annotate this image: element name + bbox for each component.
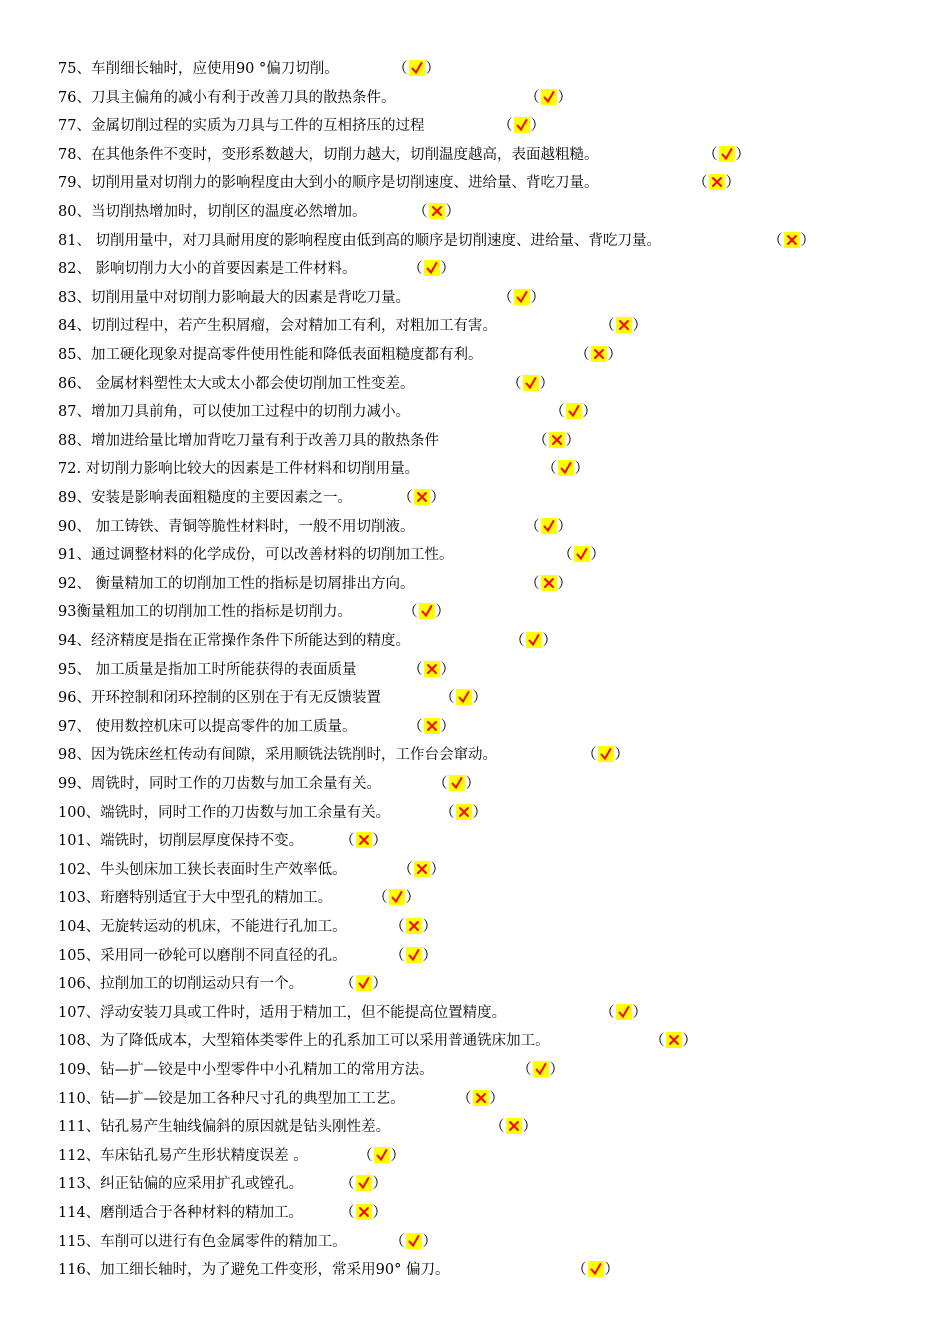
- question-item: [58, 945, 347, 967]
- question-text: 82、 影响切削力大小的首要因素是工件材料。: [58, 261, 357, 278]
- close-paren: ）: [425, 61, 440, 77]
- question-item: [58, 516, 415, 538]
- open-paren: （: [703, 146, 718, 163]
- question-text: 110、钻—扩—铰是加工各种尺寸孔的典型加工工艺。: [58, 1090, 405, 1107]
- answer-box: [457, 1088, 504, 1110]
- question-item: [58, 630, 410, 652]
- answer-box: [398, 487, 445, 509]
- question-text: 92、 衡量精加工的切削加工性的指标是切屑排出方向。: [58, 575, 415, 592]
- open-paren: （: [490, 1119, 505, 1136]
- close-paren: ）: [422, 1233, 437, 1250]
- close-paren: ）: [565, 432, 580, 449]
- close-paren: ）: [549, 1062, 564, 1078]
- answer-box: [393, 58, 440, 80]
- close-paren: ）: [405, 890, 420, 907]
- question-text: 112、车床钻孔易产生形状精度误差 。: [58, 1147, 308, 1164]
- question-item: [58, 859, 347, 881]
- answer-box: [390, 916, 437, 938]
- cross-mark-icon: [429, 203, 445, 219]
- question-text: 101、端铣时，切削层厚度保持不变。: [58, 833, 304, 850]
- answer-box: [533, 430, 580, 452]
- open-paren: （: [572, 1262, 587, 1279]
- open-paren: （: [525, 575, 540, 592]
- answer-box: [558, 544, 605, 566]
- cross-mark-icon: [356, 832, 372, 848]
- answer-box: [408, 659, 455, 681]
- cross-mark-icon: [414, 861, 430, 877]
- question-item: [58, 887, 332, 909]
- question-text: 83、切削用量中对切削力影响最大的因素是背吃刀量。: [58, 289, 410, 306]
- question-item: [58, 201, 366, 223]
- check-mark-icon: [356, 1175, 372, 1191]
- answer-box: [582, 744, 629, 766]
- cross-mark-icon: [784, 232, 800, 248]
- check-mark-icon: [558, 460, 574, 476]
- answer-box: [600, 1002, 647, 1024]
- open-paren: （: [457, 1090, 472, 1107]
- question-text: 100、端铣时，同时工作的刀齿数与加工余量有关。: [58, 804, 391, 821]
- check-mark-icon: [419, 603, 435, 619]
- question-text: 81、 切削用量中，对刀具耐用度的影响程度由低到高的顺序是切削速度、进给量、背吃刀量。: [58, 232, 662, 249]
- question-text: 113、纠正钻偏的应采用扩孔或镗孔。: [58, 1176, 304, 1193]
- question-text: 97、 使用数控机床可以提高零件的加工质量。: [58, 718, 357, 735]
- question-item: [58, 58, 339, 80]
- check-mark-icon: [406, 1233, 422, 1249]
- close-paren: ）: [530, 289, 545, 306]
- question-text: 93衡量粗加工的切削加工性的指标是切削力。: [58, 604, 352, 621]
- question-item: [58, 373, 415, 395]
- open-paren: （: [398, 490, 413, 506]
- answer-box: [510, 630, 557, 652]
- question-item: [58, 344, 482, 366]
- question-text: 78、在其他条件不变时，变形系数越大，切削力越大，切削温度越高，表面越粗糙。: [58, 146, 599, 163]
- question-item: [58, 802, 390, 824]
- question-item: [58, 1173, 303, 1195]
- question-text: 99、周铣时，同时工作的刀齿数与加工余量有关。: [58, 776, 381, 792]
- check-mark-icon: [449, 775, 465, 791]
- check-mark-icon: [598, 746, 614, 762]
- question-item: [58, 1145, 308, 1167]
- check-mark-icon: [406, 947, 422, 963]
- open-paren: （: [358, 1147, 373, 1164]
- close-paren: ）: [489, 1090, 504, 1107]
- open-paren: （: [340, 976, 355, 993]
- open-paren: （: [408, 718, 423, 735]
- check-mark-icon: [523, 375, 539, 391]
- question-text: 87、增加刀具前角，可以使加工过程中的切削力减小。: [58, 404, 410, 421]
- open-paren: （: [542, 461, 557, 478]
- open-paren: （: [390, 1233, 405, 1250]
- question-text: 91、通过调整材料的化学成份，可以改善材料的切削加工性。: [58, 547, 454, 564]
- question-item: [58, 144, 598, 166]
- close-paren: ）: [582, 404, 597, 421]
- answer-box: [542, 458, 589, 480]
- answer-box: [433, 773, 480, 795]
- open-paren: （: [507, 375, 522, 392]
- question-item: [58, 544, 453, 566]
- close-paren: ）: [632, 1004, 647, 1021]
- question-text: 105、采用同一砂轮可以磨削不同直径的孔。: [58, 947, 347, 964]
- question-item: [58, 87, 395, 109]
- close-paren: ）: [435, 604, 450, 621]
- question-item: [58, 1259, 449, 1281]
- answer-box: [525, 516, 572, 538]
- check-mark-icon: [541, 518, 557, 534]
- open-paren: （: [440, 804, 455, 821]
- cross-mark-icon: [356, 1204, 372, 1220]
- question-item: [58, 401, 410, 423]
- question-item: [58, 773, 381, 795]
- cross-mark-icon: [473, 1090, 489, 1106]
- question-text: 98、因为铣床丝杠传动有间隙，采用顺铣法铣削时，工作台会窜动。: [58, 747, 497, 764]
- question-item: [58, 115, 424, 137]
- question-text: 95、 加工质量是指加工时所能获得的表面质量: [58, 661, 357, 678]
- close-paren: ）: [530, 118, 545, 135]
- close-paren: ）: [430, 861, 445, 878]
- open-paren: （: [517, 1062, 532, 1078]
- close-paren: ）: [632, 318, 647, 335]
- question-text: 102、牛头刨床加工狭长表面时生产效率低。: [58, 861, 347, 878]
- open-paren: （: [408, 661, 423, 678]
- question-text: 77、金属切削过程的实质为刀具与工件的互相挤压的过程: [58, 118, 425, 135]
- question-item: [58, 258, 357, 280]
- question-item: [58, 1088, 405, 1110]
- question-item: [58, 458, 419, 480]
- close-paren: ）: [372, 1205, 387, 1221]
- close-paren: ）: [682, 1033, 697, 1050]
- cross-mark-icon: [616, 317, 632, 333]
- question-item: [58, 287, 410, 309]
- cross-mark-icon: [666, 1032, 682, 1048]
- cross-mark-icon: [424, 661, 440, 677]
- question-item: [58, 1116, 390, 1138]
- open-paren: （: [575, 347, 590, 363]
- close-paren: ）: [445, 204, 460, 220]
- answer-box: [398, 859, 445, 881]
- answer-box: [498, 115, 545, 137]
- check-mark-icon: [574, 546, 590, 562]
- answer-box: [703, 144, 750, 166]
- close-paren: ）: [539, 375, 554, 392]
- open-paren: （: [550, 404, 565, 421]
- close-paren: ）: [604, 1262, 619, 1279]
- check-mark-icon: [409, 60, 425, 76]
- close-paren: ）: [472, 804, 487, 821]
- open-paren: （: [498, 118, 513, 135]
- question-item: [58, 315, 497, 337]
- question-item: [58, 830, 303, 852]
- check-mark-icon: [541, 89, 557, 105]
- check-mark-icon: [514, 289, 530, 305]
- open-paren: （: [340, 1176, 355, 1193]
- question-text: 90、 加工铸铁、青铜等脆性材料时，一般不用切削液。: [58, 518, 415, 535]
- cross-mark-icon: [414, 489, 430, 505]
- question-item: [58, 1202, 303, 1224]
- check-mark-icon: [566, 403, 582, 419]
- answer-box: [507, 373, 554, 395]
- question-text: 103、珩磨特别适宜于大中型孔的精加工。: [58, 890, 333, 907]
- open-paren: （: [600, 1004, 615, 1021]
- question-item: [58, 659, 357, 681]
- answer-box: [408, 716, 455, 738]
- answer-box: [373, 887, 420, 909]
- question-text: 107、浮动安装刀具或工件时，适用于精加工，但不能提高位置精度。: [58, 1004, 507, 1021]
- question-text: 76、刀具主偏角的减小有利于改善刀具的散热条件。: [58, 89, 396, 106]
- close-paren: ）: [557, 575, 572, 592]
- question-item: [58, 744, 497, 766]
- close-paren: ）: [372, 833, 387, 850]
- answer-box: [358, 1145, 405, 1167]
- answer-box: [403, 601, 450, 623]
- answer-box: [440, 687, 487, 709]
- close-paren: ）: [465, 776, 480, 792]
- open-paren: （: [600, 318, 615, 335]
- question-text: 106、拉削加工的切削运动只有一个。: [58, 976, 304, 993]
- answer-box: [390, 1231, 437, 1253]
- question-item: [58, 601, 352, 623]
- question-item: [58, 230, 661, 252]
- answer-box: [550, 401, 597, 423]
- close-paren: ）: [372, 976, 387, 993]
- answer-box: [525, 87, 572, 109]
- question-text: 88、增加进给量比增加背吃刀量有利于改善刀具的散热条件: [58, 432, 439, 449]
- question-text: 89、安装是影响表面粗糙度的主要因素之一。: [58, 490, 352, 506]
- question-text: 94、经济精度是指在正常操作条件下所能达到的精度。: [58, 633, 410, 649]
- open-paren: （: [390, 947, 405, 964]
- answer-box: [340, 830, 387, 852]
- open-paren: （: [440, 690, 455, 707]
- question-text: 84、切削过程中，若产生积屑瘤，会对精加工有利，对粗加工有害。: [58, 318, 497, 335]
- answer-box: [490, 1116, 537, 1138]
- open-paren: （: [498, 289, 513, 306]
- open-paren: （: [340, 1205, 355, 1221]
- answer-box: [575, 344, 622, 366]
- open-paren: （: [533, 432, 548, 449]
- answer-box: [693, 172, 740, 194]
- close-paren: ）: [430, 490, 445, 506]
- answer-box: [440, 802, 487, 824]
- open-paren: （: [558, 547, 573, 564]
- open-paren: （: [340, 833, 355, 850]
- answer-box: [408, 258, 455, 280]
- answer-box: [340, 1173, 387, 1195]
- question-item: [58, 687, 381, 709]
- open-paren: （: [403, 604, 418, 621]
- close-paren: ）: [422, 947, 437, 964]
- answer-box: [498, 287, 545, 309]
- answer-box: [340, 1202, 387, 1224]
- question-text: 114、磨削适合于各种材料的精加工。: [58, 1205, 304, 1221]
- open-paren: （: [408, 261, 423, 278]
- close-paren: ）: [440, 718, 455, 735]
- close-paren: ）: [557, 518, 572, 535]
- close-paren: ）: [725, 175, 740, 192]
- check-mark-icon: [514, 117, 530, 133]
- open-paren: （: [390, 919, 405, 935]
- cross-mark-icon: [541, 575, 557, 591]
- cross-mark-icon: [506, 1118, 522, 1134]
- answer-box: [600, 315, 647, 337]
- check-mark-icon: [588, 1261, 604, 1277]
- open-paren: （: [693, 175, 708, 192]
- check-mark-icon: [374, 1147, 390, 1163]
- answer-box: [413, 201, 460, 223]
- answer-box: [572, 1259, 619, 1281]
- question-text: 111、钻孔易产生轴线偏斜的原因就是钻头刚性差。: [58, 1119, 391, 1136]
- check-mark-icon: [719, 146, 735, 162]
- question-text: 85、加工硬化现象对提高零件使用性能和降低表面粗糙度都有利。: [58, 347, 483, 363]
- close-paren: ）: [607, 347, 622, 363]
- close-paren: ）: [390, 1147, 405, 1164]
- cross-mark-icon: [406, 918, 422, 934]
- close-paren: ）: [557, 89, 572, 106]
- answer-box: [390, 945, 437, 967]
- question-text: 72. 对切削力影响比较大的因素是工件材料和切削用量。: [58, 461, 420, 478]
- close-paren: ）: [800, 232, 815, 249]
- question-item: [58, 1030, 550, 1052]
- close-paren: ）: [735, 146, 750, 163]
- open-paren: （: [510, 633, 525, 649]
- cross-mark-icon: [591, 346, 607, 362]
- answer-box: [517, 1059, 564, 1081]
- question-text: 75、车削细长轴时，应使用90 °偏刀切削。: [58, 61, 339, 77]
- check-mark-icon: [526, 632, 542, 648]
- question-text: 109、钻—扩—铰是中小型零件中小孔精加工的常用方法。: [58, 1062, 434, 1078]
- open-paren: （: [398, 861, 413, 878]
- question-text: 108、为了降低成本，大型箱体类零件上的孔系加工可以采用普通铣床加工。: [58, 1033, 550, 1050]
- open-paren: （: [433, 776, 448, 792]
- answer-box: [340, 973, 387, 995]
- question-item: [58, 487, 352, 509]
- close-paren: ）: [372, 1176, 387, 1193]
- open-paren: （: [373, 890, 388, 907]
- open-paren: （: [393, 61, 408, 77]
- close-paren: ）: [590, 547, 605, 564]
- close-paren: ）: [422, 919, 437, 935]
- close-paren: ）: [440, 261, 455, 278]
- check-mark-icon: [533, 1061, 549, 1077]
- question-item: [58, 973, 303, 995]
- question-item: [58, 1059, 434, 1081]
- question-text: 115、车削可以进行有色金属零件的精加工。: [58, 1233, 347, 1250]
- question-item: [58, 916, 347, 938]
- answer-box: [650, 1030, 697, 1052]
- question-text: 116、加工细长轴时，为了避免工件变形，常采用90° 偏刀。: [58, 1262, 450, 1279]
- close-paren: ）: [522, 1119, 537, 1136]
- question-item: [58, 172, 598, 194]
- question-item: [58, 1002, 506, 1024]
- question-item: [58, 1231, 347, 1253]
- cross-mark-icon: [709, 174, 725, 190]
- question-item: [58, 430, 439, 452]
- question-text: 96、开环控制和闭环控制的区别在于有无反馈装置: [58, 690, 381, 707]
- answer-box: [525, 573, 572, 595]
- cross-mark-icon: [549, 432, 565, 448]
- check-mark-icon: [456, 689, 472, 705]
- open-paren: （: [650, 1033, 665, 1050]
- answer-box: [768, 230, 815, 252]
- question-text: 79、切削用量对切削力的影响程度由大到小的顺序是切削速度、进给量、背吃刀量。: [58, 175, 599, 192]
- question-text: 104、无旋转运动的机床，不能进行孔加工。: [58, 919, 347, 935]
- cross-mark-icon: [456, 804, 472, 820]
- open-paren: （: [413, 204, 428, 220]
- question-item: [58, 716, 357, 738]
- close-paren: ）: [472, 690, 487, 707]
- close-paren: ）: [542, 633, 557, 649]
- open-paren: （: [525, 89, 540, 106]
- cross-mark-icon: [424, 718, 440, 734]
- check-mark-icon: [356, 975, 372, 991]
- question-item: [58, 573, 415, 595]
- check-mark-icon: [424, 260, 440, 276]
- close-paren: ）: [614, 747, 629, 764]
- check-mark-icon: [389, 889, 405, 905]
- open-paren: （: [582, 747, 597, 764]
- open-paren: （: [525, 518, 540, 535]
- question-text: 80、当切削热增加时，切削区的温度必然增加。: [58, 204, 367, 220]
- open-paren: （: [768, 232, 783, 249]
- close-paren: ）: [574, 461, 589, 478]
- question-text: 86、 金属材料塑性太大或太小都会使切削加工性变差。: [58, 375, 415, 392]
- check-mark-icon: [616, 1004, 632, 1020]
- close-paren: ）: [440, 661, 455, 678]
